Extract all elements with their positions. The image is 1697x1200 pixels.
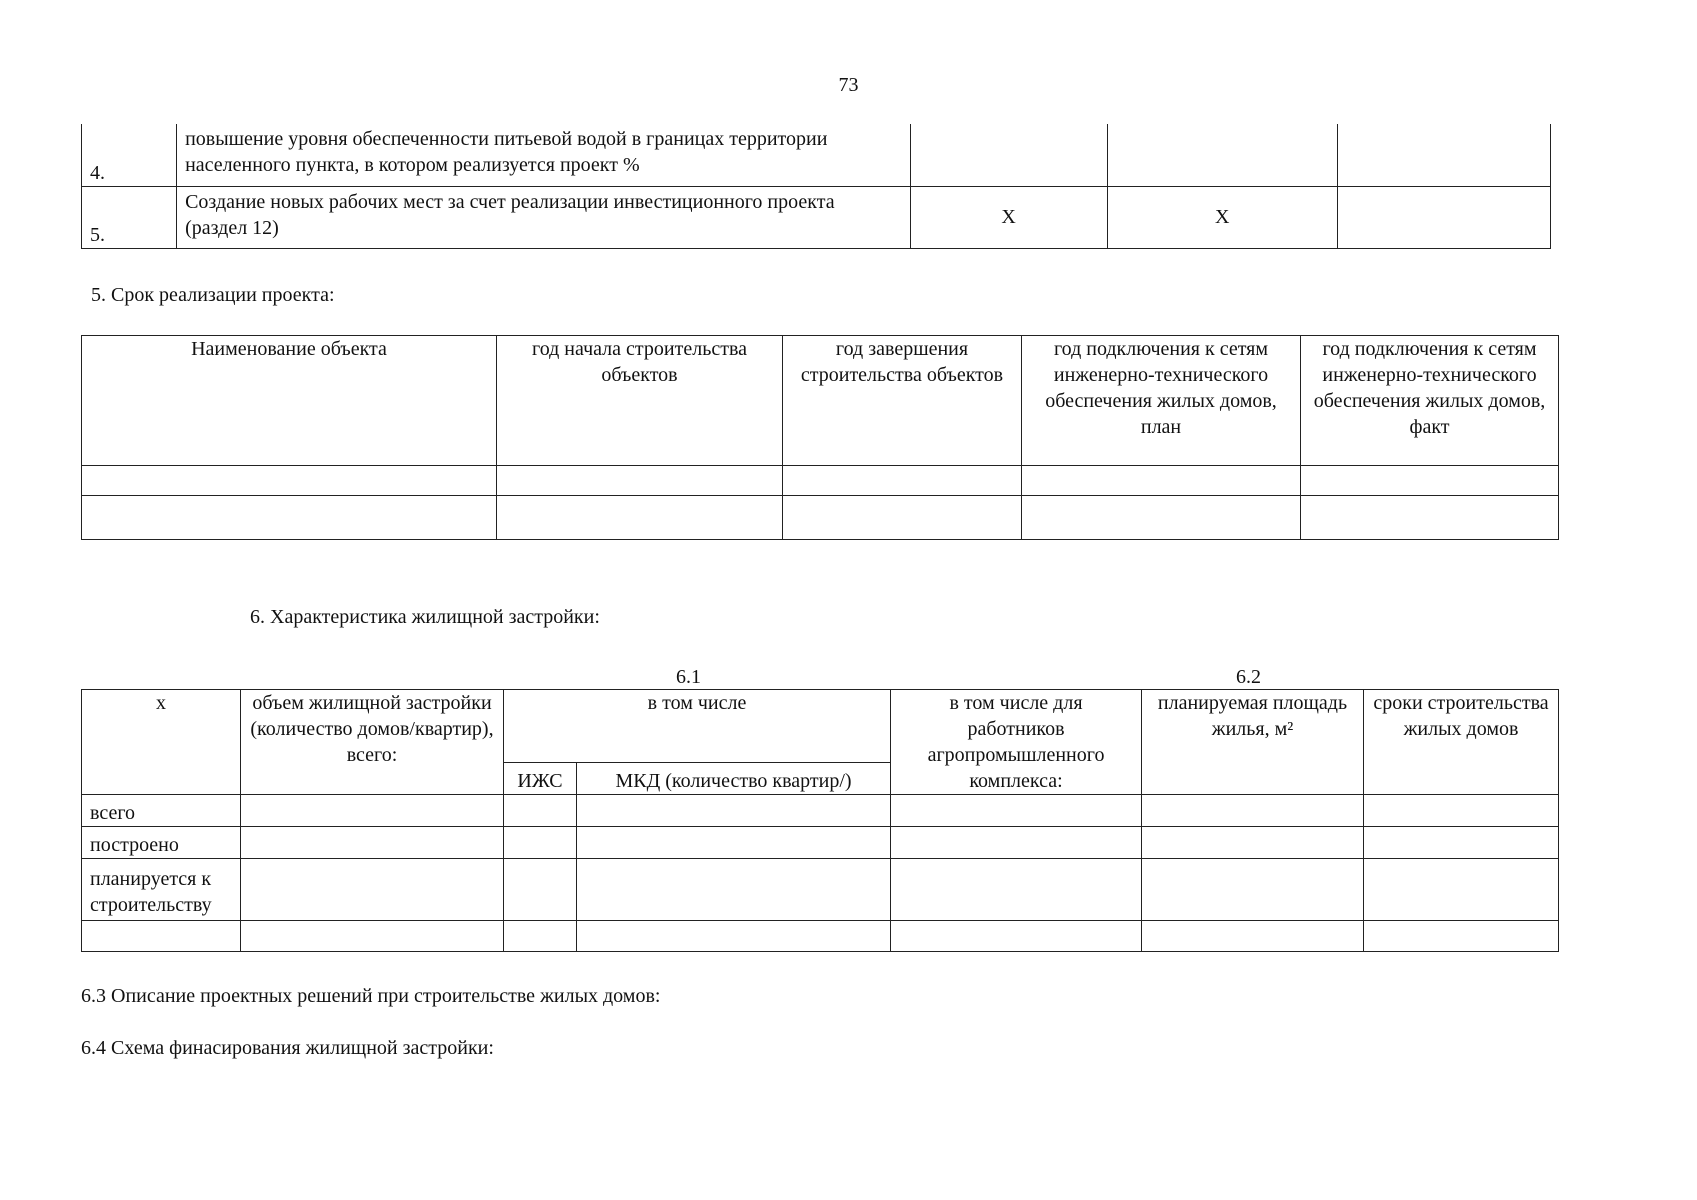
section6-4-title: 6.4 Схема финасирования жилищной застройки: <box>81 1037 494 1059</box>
table-row <box>82 921 1559 952</box>
header-start-year: год начала строительства объектов <box>497 336 783 466</box>
cell <box>577 795 891 827</box>
cell <box>1142 795 1364 827</box>
cell <box>1364 859 1559 921</box>
section5-title: 5. Срок реализации проекта: <box>91 284 335 306</box>
table-row <box>82 496 1559 540</box>
cell <box>1337 124 1550 186</box>
cell <box>82 466 497 496</box>
timeline-table <box>81 335 1559 540</box>
header-row <box>82 690 1559 763</box>
cell <box>891 921 1142 952</box>
cell <box>577 827 891 859</box>
cell <box>1142 859 1364 921</box>
table-row <box>82 795 1559 827</box>
cell <box>1022 466 1301 496</box>
cell <box>241 921 504 952</box>
housing-table <box>81 689 1559 952</box>
table-row <box>82 186 1551 248</box>
header-terms: сроки строительства жилых домов <box>1364 690 1559 795</box>
table-row <box>82 859 1559 921</box>
cell <box>577 859 891 921</box>
cell <box>241 795 504 827</box>
header-connect-fact: год подключения к сетям инженерно-технического обеспечения жилых домов, факт <box>1301 336 1559 466</box>
row-label <box>82 921 241 952</box>
cell <box>504 827 577 859</box>
header-x: х <box>82 690 241 795</box>
row-label: построено <box>82 827 241 859</box>
cell <box>783 466 1022 496</box>
cell <box>1337 186 1550 248</box>
section6-3-title: 6.3 Описание проектных решений при строительстве жилых домов: <box>81 985 661 1007</box>
page-number: 73 <box>838 74 859 96</box>
header-connect-plan: год подключения к сетям инженерно-технического обеспечения жилых домов, план <box>1022 336 1301 466</box>
table-row <box>82 827 1559 859</box>
cell <box>82 496 497 540</box>
header-area: планируемая площадь жилья, м² <box>1142 690 1364 795</box>
cell-x-mark: Х <box>1107 186 1337 248</box>
cell <box>910 124 1107 186</box>
cell <box>504 859 577 921</box>
cell <box>1022 496 1301 540</box>
cell <box>1301 496 1559 540</box>
header-end-year: год завершения строительства объектов <box>783 336 1022 466</box>
cell <box>504 795 577 827</box>
header-including: в том числе <box>504 690 891 763</box>
cell <box>504 921 577 952</box>
cell <box>891 859 1142 921</box>
cell <box>241 827 504 859</box>
label-6-2: 6.2 <box>1236 666 1261 688</box>
cell <box>783 496 1022 540</box>
cell <box>241 859 504 921</box>
label-6-1: 6.1 <box>676 666 701 688</box>
row-number: 4. <box>82 124 177 186</box>
table-row <box>82 124 1551 186</box>
header-volume: объем жилищной застройки (количество домов/квартир), всего: <box>241 690 504 795</box>
cell <box>497 466 783 496</box>
cell <box>1364 795 1559 827</box>
cell <box>1301 466 1559 496</box>
indicator-text: Создание новых рабочих мест за счет реализации инвестиционного проекта (раздел 12) <box>177 186 910 248</box>
section6-title: 6. Характеристика жилищной застройки: <box>250 606 600 628</box>
header-object-name: Наименование объекта <box>82 336 497 466</box>
header-row <box>82 336 1559 466</box>
cell <box>1142 827 1364 859</box>
row-label: всего <box>82 795 241 827</box>
header-izhs: ИЖС <box>504 762 577 794</box>
cell <box>1107 124 1337 186</box>
header-mkd: МКД (количество квартир/) <box>577 762 891 794</box>
row-label: планируется к строительству <box>82 859 241 921</box>
cell <box>497 496 783 540</box>
row-number: 5. <box>82 186 177 248</box>
cell-x-mark: Х <box>910 186 1107 248</box>
cell <box>1364 827 1559 859</box>
cell <box>1142 921 1364 952</box>
header-agro: в том числе для работников агропромышленного комплекса: <box>891 690 1142 795</box>
cell <box>891 827 1142 859</box>
indicators-table <box>81 124 1551 249</box>
cell <box>891 795 1142 827</box>
cell <box>577 921 891 952</box>
cell <box>1364 921 1559 952</box>
indicator-text: повышение уровня обеспеченности питьевой водой в границах территории населенного пункта, в котором реализуется проект % <box>177 124 910 186</box>
table-row <box>82 466 1559 496</box>
